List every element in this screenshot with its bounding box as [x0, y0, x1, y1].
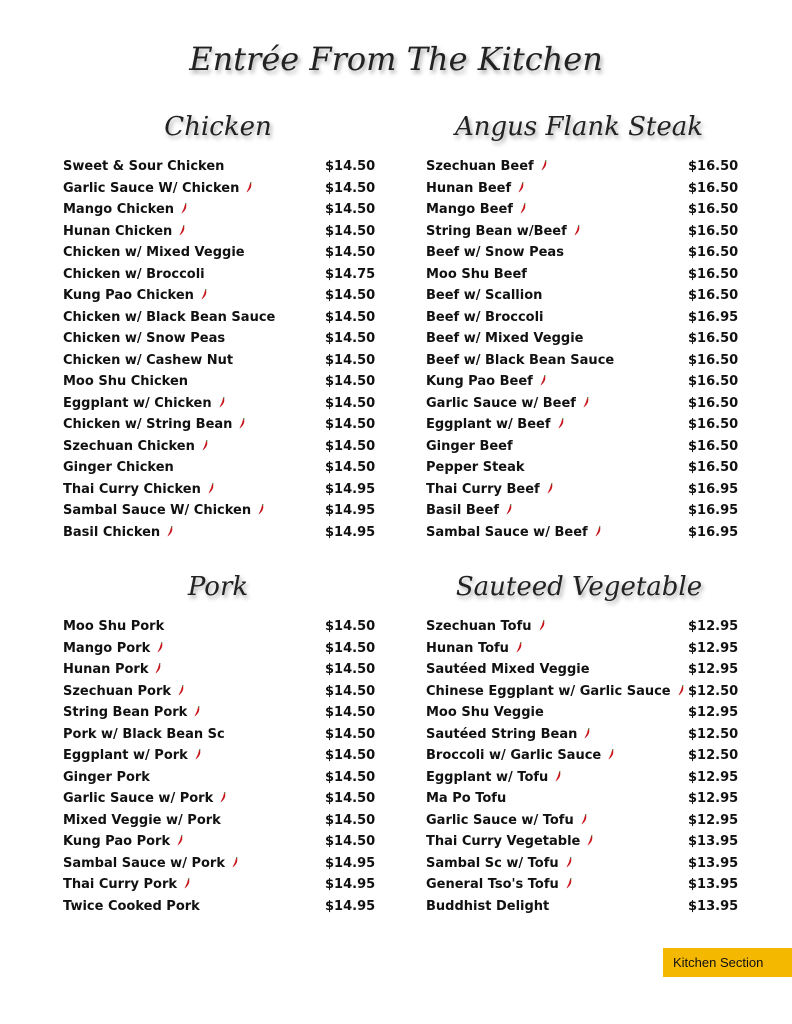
menu-item-name: Pork w/ Black Bean Sc — [63, 726, 225, 742]
menu-item-price: $14.50 — [325, 202, 376, 217]
menu-item — [426, 639, 748, 659]
menu-item — [426, 832, 748, 852]
menu-item-name: Beef w/ Broccoli — [426, 309, 544, 325]
chili-pepper-icon — [246, 182, 252, 193]
menu-item — [426, 265, 748, 285]
menu-item — [63, 308, 385, 328]
menu-item-price: $16.50 — [688, 460, 739, 475]
menu-item-price: $16.95 — [688, 309, 739, 325]
menu-item — [63, 394, 385, 414]
menu-item — [63, 660, 385, 680]
menu-item-price: $14.50 — [325, 705, 376, 720]
menu-item-price: $14.50 — [325, 159, 376, 174]
chili-pepper-icon — [219, 397, 225, 408]
chili-pepper-icon — [547, 483, 553, 494]
menu-item-name: Sambal Sauce w/ Pork — [63, 854, 238, 874]
menu-item-name: Basil Chicken — [63, 523, 173, 543]
chili-pepper-icon — [583, 397, 589, 408]
menu-item-name: String Bean w/Beef — [426, 222, 580, 242]
menu-item — [63, 832, 385, 852]
menu-item-price: $12.50 — [688, 683, 739, 699]
chili-pepper-icon — [608, 749, 614, 760]
menu-item — [63, 329, 385, 349]
menu-item — [63, 523, 385, 543]
menu-item — [63, 200, 385, 220]
menu-item — [426, 897, 748, 917]
chili-pepper-icon — [167, 526, 173, 537]
menu-item-price: $13.95 — [688, 855, 739, 871]
menu-item-name: Ginger Beef — [426, 438, 513, 454]
menu-item — [426, 458, 748, 478]
menu-item-name: Hunan Beef — [426, 179, 524, 199]
chili-pepper-icon — [516, 642, 522, 653]
menu-item — [63, 746, 385, 766]
menu-item — [426, 394, 748, 414]
menu-item-price: $12.50 — [688, 726, 739, 742]
menu-item-price: $14.50 — [325, 395, 376, 411]
chili-pepper-icon — [181, 203, 187, 214]
chili-pepper-icon — [540, 375, 546, 386]
menu-item-price: $16.50 — [688, 288, 739, 303]
menu-item-name: Moo Shu Chicken — [63, 374, 189, 389]
menu-item-price: $16.50 — [688, 180, 739, 196]
menu-item-name: Chicken w/ Cashew Nut — [63, 352, 234, 368]
menu-item — [63, 768, 385, 788]
menu-item-name: Moo Shu Veggie — [426, 705, 544, 720]
menu-item — [426, 415, 748, 435]
menu-item — [426, 789, 748, 809]
chili-pepper-icon — [208, 483, 214, 494]
chili-pepper-icon — [194, 706, 200, 717]
chili-pepper-icon — [566, 857, 572, 868]
menu-item — [63, 480, 385, 500]
chili-pepper-icon — [518, 182, 524, 193]
menu-item-name: Ginger Pork — [63, 769, 150, 785]
menu-item-name: Beef w/ Scallion — [426, 288, 543, 303]
menu-item — [63, 501, 385, 521]
menu-item — [426, 286, 748, 306]
menu-item-name: Hunan Pork — [63, 660, 161, 680]
menu-item-price: $16.50 — [688, 245, 739, 260]
menu-item-price: $12.95 — [688, 640, 739, 656]
menu-item-name: Buddhist Delight — [426, 898, 550, 914]
menu-item — [426, 768, 748, 788]
menu-item-name: Broccoli w/ Garlic Sauce — [426, 746, 614, 766]
menu-item-name: Mango Pork — [63, 639, 163, 659]
menu-item-price: $12.95 — [688, 791, 739, 806]
menu-item — [426, 811, 748, 831]
menu-item-name: Eggplant w/ Beef — [426, 415, 564, 435]
chili-pepper-icon — [541, 160, 547, 171]
menu-item-price: $14.50 — [325, 223, 376, 239]
chili-pepper-icon — [177, 835, 183, 846]
menu-item-price: $14.95 — [325, 898, 376, 914]
menu-item-price: $12.95 — [688, 812, 739, 828]
menu-item — [63, 854, 385, 874]
menu-item-name: Beef w/ Black Bean Sauce — [426, 352, 615, 368]
menu-item — [63, 789, 385, 809]
menu-item — [426, 746, 748, 766]
menu-item — [426, 660, 748, 680]
menu-item-price: $16.50 — [688, 374, 739, 389]
menu-item-name: Sambal Sauce w/ Beef — [426, 523, 601, 543]
menu-item-name: Kung Pao Beef — [426, 372, 546, 392]
menu-item-name: Kung Pao Chicken — [63, 286, 207, 306]
menu-item — [426, 222, 748, 242]
menu-item-price: $14.50 — [325, 640, 376, 656]
menu-item — [63, 682, 385, 702]
menu-item-name: Thai Curry Vegetable — [426, 832, 593, 852]
menu-item-price: $13.95 — [688, 898, 739, 914]
menu-item-price: $16.95 — [688, 503, 739, 518]
menu-item — [426, 480, 748, 500]
menu-item-price: $13.95 — [688, 877, 739, 892]
menu-item-price: $14.95 — [325, 855, 376, 871]
menu-item-price: $16.95 — [688, 481, 739, 497]
menu-item-price: $16.50 — [688, 395, 739, 411]
menu-item-price: $14.50 — [325, 683, 376, 699]
menu-item-price: $13.95 — [688, 834, 739, 849]
menu-item — [63, 897, 385, 917]
chili-pepper-icon — [678, 685, 684, 696]
chili-pepper-icon — [201, 289, 207, 300]
menu-item-name: Sautéed Mixed Veggie — [426, 662, 590, 677]
menu-item-price: $14.50 — [325, 791, 376, 806]
menu-item — [63, 243, 385, 263]
menu-item-name: Eggplant w/ Chicken — [63, 394, 225, 414]
menu-item-name: Sautéed String Bean — [426, 725, 590, 745]
menu-item-price: $14.50 — [325, 352, 376, 368]
menu-item-name: Garlic Sauce w/ Pork — [63, 789, 226, 809]
menu-item-name: Eggplant w/ Tofu — [426, 768, 561, 788]
menu-item — [63, 286, 385, 306]
chili-pepper-icon — [179, 225, 185, 236]
menu-item — [63, 265, 385, 285]
menu-item-name: Garlic Sauce W/ Chicken — [63, 179, 252, 199]
chili-pepper-icon — [178, 685, 184, 696]
menu-item-price: $16.50 — [688, 159, 739, 174]
menu-item-price: $14.50 — [325, 331, 376, 346]
menu-item — [63, 157, 385, 177]
menu-item-price: $14.50 — [325, 726, 376, 742]
menu-item — [426, 725, 748, 745]
menu-item-price: $14.50 — [325, 834, 376, 849]
menu-item — [63, 725, 385, 745]
menu-item-price: $14.50 — [325, 374, 376, 389]
menu-item-name: General Tso's Tofu — [426, 875, 572, 895]
menu-item-price: $14.50 — [325, 245, 376, 260]
chili-pepper-icon — [584, 728, 590, 739]
chili-pepper-icon — [184, 878, 190, 889]
menu-item-name: Beef w/ Mixed Veggie — [426, 331, 584, 346]
menu-item-name: Ma Po Tofu — [426, 791, 507, 806]
menu-item-price: $12.95 — [688, 662, 739, 677]
chili-pepper-icon — [157, 642, 163, 653]
chili-pepper-icon — [574, 225, 580, 236]
menu-item-name: Beef w/ Snow Peas — [426, 245, 564, 260]
menu-item — [426, 875, 748, 895]
menu-item-price: $16.50 — [688, 331, 739, 346]
menu-item-name: Szechuan Chicken — [63, 437, 208, 457]
page-title: Entrée From The Kitchen — [189, 40, 603, 78]
menu-item — [426, 157, 748, 177]
chili-pepper-icon — [539, 620, 545, 631]
chili-pepper-icon — [202, 440, 208, 451]
menu-item-name: Szechuan Tofu — [426, 617, 545, 637]
menu-item-name: Chinese Eggplant w/ Garlic Sauce — [426, 682, 684, 702]
menu-item-price: $12.95 — [688, 769, 739, 785]
chili-pepper-icon — [581, 814, 587, 825]
menu-item-price: $14.50 — [325, 748, 376, 763]
menu-item-name: Hunan Tofu — [426, 639, 522, 659]
chili-pepper-icon — [195, 749, 201, 760]
menu-item-price: $14.50 — [325, 417, 376, 432]
chili-pepper-icon — [558, 418, 564, 429]
menu-item-name: Mango Beef — [426, 200, 526, 220]
menu-item-price: $16.50 — [688, 202, 739, 217]
menu-item-price: $16.50 — [688, 352, 739, 368]
menu-item-name: Pepper Steak — [426, 460, 525, 475]
menu-item — [426, 703, 748, 723]
menu-item-name: Kung Pao Pork — [63, 832, 183, 852]
menu-item — [426, 200, 748, 220]
menu-item-price: $14.50 — [325, 812, 376, 828]
menu-item-name: Hunan Chicken — [63, 222, 185, 242]
menu-item-name: Eggplant w/ Pork — [63, 746, 201, 766]
chili-pepper-icon — [239, 418, 245, 429]
menu-item — [63, 179, 385, 199]
menu-item — [426, 617, 748, 637]
menu-item — [426, 243, 748, 263]
menu-item — [63, 703, 385, 723]
menu-item-name: Chicken w/ String Bean — [63, 415, 245, 435]
menu-item-price: $12.50 — [688, 748, 739, 763]
menu-item-name: String Bean Pork — [63, 703, 200, 723]
menu-item-price: $14.95 — [325, 877, 376, 892]
menu-item-price: $14.95 — [325, 503, 376, 518]
chili-pepper-icon — [595, 526, 601, 537]
menu-item — [63, 351, 385, 371]
menu-item-name: Garlic Sauce w/ Tofu — [426, 811, 587, 831]
menu-item-price: $16.95 — [688, 524, 739, 540]
menu-item — [426, 351, 748, 371]
menu-item-name: Sweet & Sour Chicken — [63, 159, 225, 174]
menu-item-name: Mixed Veggie w/ Pork — [63, 812, 221, 828]
menu-item — [63, 437, 385, 457]
section-title: Chicken — [164, 112, 272, 142]
chili-pepper-icon — [232, 857, 238, 868]
menu-item-price: $14.95 — [325, 524, 376, 540]
chili-pepper-icon — [555, 771, 561, 782]
menu-item — [426, 308, 748, 328]
menu-item-name: Moo Shu Pork — [63, 619, 165, 634]
menu-item — [426, 501, 748, 521]
chili-pepper-icon — [506, 504, 512, 515]
menu-item — [426, 329, 748, 349]
section-title: Angus Flank Steak — [454, 112, 704, 142]
menu-item — [63, 222, 385, 242]
menu-item-name: Garlic Sauce w/ Beef — [426, 394, 589, 414]
menu-item-name: Basil Beef — [426, 501, 512, 521]
menu-item-name: Szechuan Beef — [426, 157, 547, 177]
menu-item-price: $12.95 — [688, 705, 739, 720]
menu-item-name: Sambal Sauce W/ Chicken — [63, 501, 264, 521]
menu-item — [426, 854, 748, 874]
menu-item — [63, 415, 385, 435]
menu-item-name: Thai Curry Chicken — [63, 480, 214, 500]
menu-item-name: Szechuan Pork — [63, 682, 184, 702]
menu-item-name: Ginger Chicken — [63, 460, 174, 475]
menu-item-price: $14.50 — [325, 460, 376, 475]
menu-item-price: $14.75 — [325, 266, 376, 282]
menu-item — [426, 179, 748, 199]
menu-item-name: Twice Cooked Pork — [63, 898, 200, 914]
chili-pepper-icon — [566, 878, 572, 889]
menu-item-price: $14.50 — [325, 309, 376, 325]
menu-item — [63, 811, 385, 831]
menu-item-price: $14.50 — [325, 769, 376, 785]
menu-item — [426, 437, 748, 457]
menu-item — [426, 372, 748, 392]
kitchen-section-badge: Kitchen Section — [663, 948, 792, 977]
menu-item-name: Thai Curry Pork — [63, 875, 190, 895]
menu-item-price: $16.50 — [688, 266, 739, 282]
menu-item-name: Chicken w/ Snow Peas — [63, 331, 226, 346]
menu-item-name: Mango Chicken — [63, 200, 187, 220]
menu-item — [63, 617, 385, 637]
menu-item-price: $14.50 — [325, 438, 376, 454]
menu-item-price: $14.95 — [325, 481, 376, 497]
menu-item-name: Thai Curry Beef — [426, 480, 553, 500]
menu-item-name: Sambal Sc w/ Tofu — [426, 854, 572, 874]
menu-item-price: $14.50 — [325, 180, 376, 196]
menu-item-price: $14.50 — [325, 288, 376, 303]
chili-pepper-icon — [220, 792, 226, 803]
chili-pepper-icon — [520, 203, 526, 214]
menu-item-price: $16.50 — [688, 417, 739, 432]
menu-item-name: Chicken w/ Black Bean Sauce — [63, 309, 276, 325]
menu-item — [426, 682, 748, 702]
menu-item-name: Chicken w/ Broccoli — [63, 266, 205, 282]
menu-item-name: Moo Shu Beef — [426, 266, 527, 282]
chili-pepper-icon — [587, 835, 593, 846]
menu-item-price: $14.50 — [325, 619, 376, 634]
chili-pepper-icon — [258, 504, 264, 515]
menu-item — [63, 639, 385, 659]
menu-item-name: Chicken w/ Mixed Veggie — [63, 245, 245, 260]
menu-item-price: $14.50 — [325, 662, 376, 677]
menu-item — [63, 875, 385, 895]
menu-item-price: $16.50 — [688, 438, 739, 454]
menu-item-price: $16.50 — [688, 223, 739, 239]
section-title: Pork — [187, 572, 249, 602]
menu-item — [426, 523, 748, 543]
chili-pepper-icon — [155, 663, 161, 674]
section-title: Sauteed Vegetable — [455, 572, 703, 602]
menu-item-price: $12.95 — [688, 619, 739, 634]
menu-item — [63, 372, 385, 392]
menu-item — [63, 458, 385, 478]
